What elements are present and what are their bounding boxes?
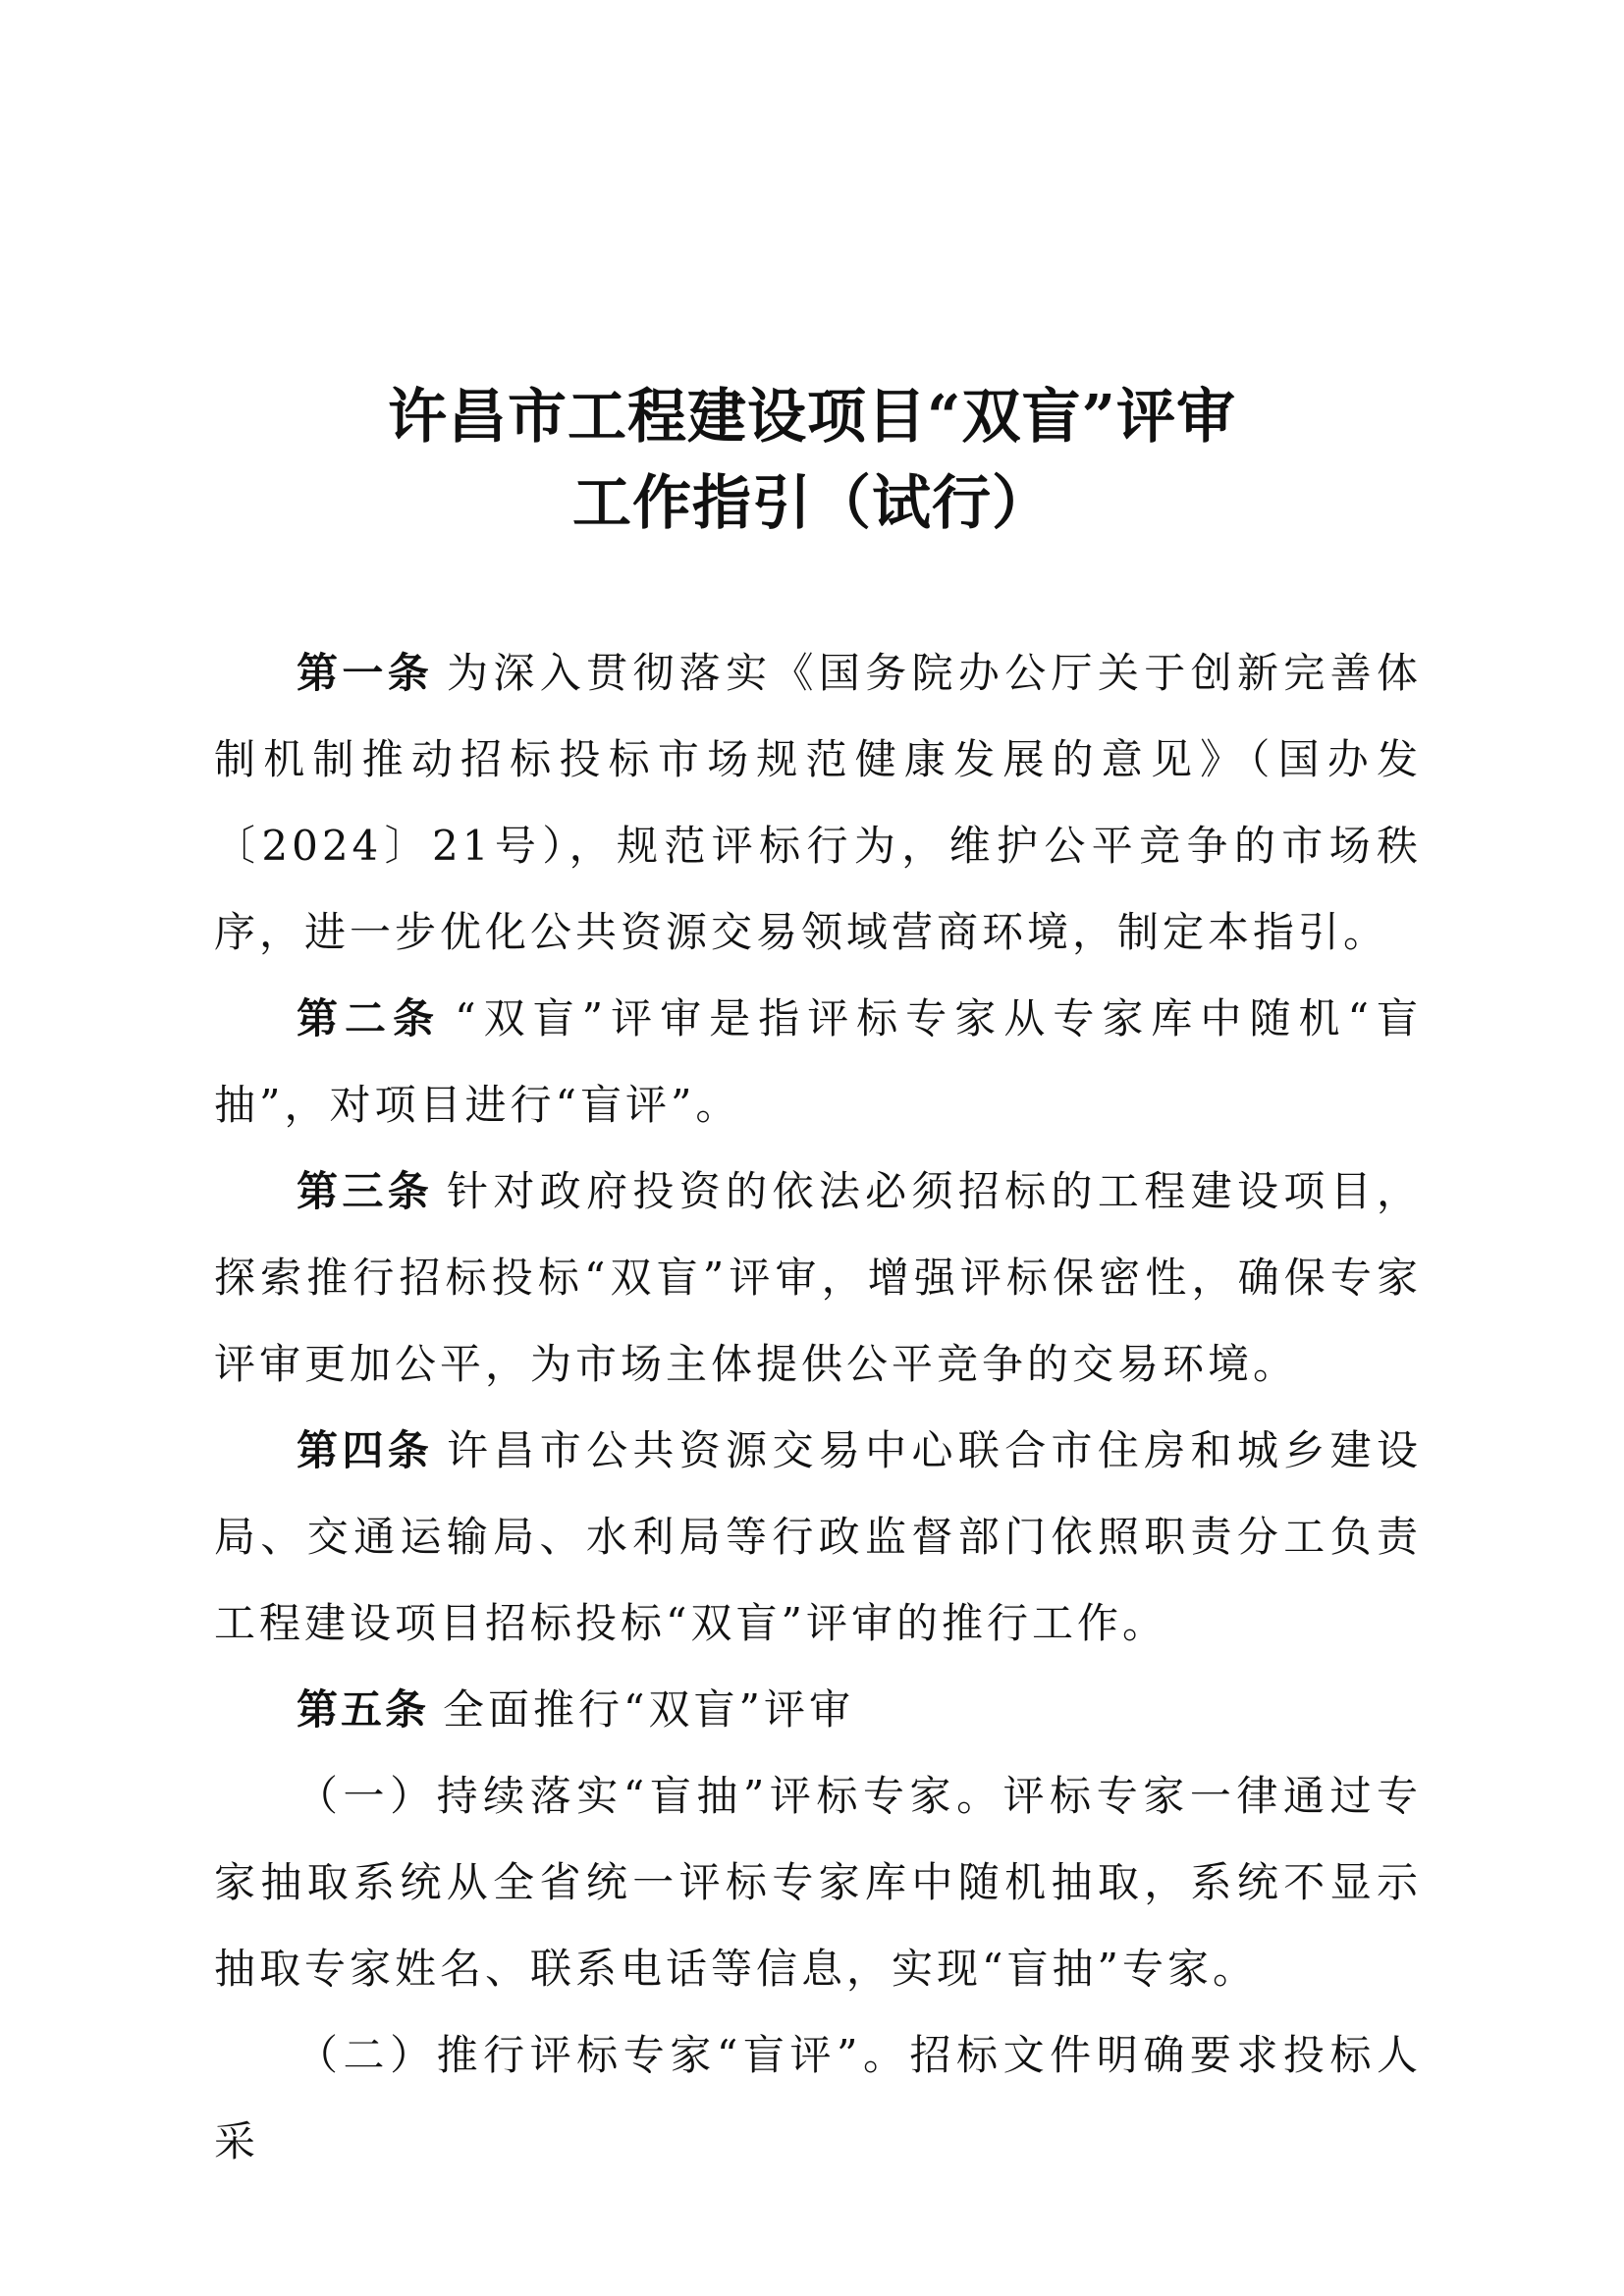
article-heading: 第一条: [297, 649, 434, 697]
item-2: （二）推行评标专家“盲评”。招标文件明确要求投标人采: [214, 2031, 1422, 2165]
article-heading: 第二条: [297, 994, 442, 1042]
article-heading: 第五条: [297, 1685, 430, 1734]
item-1: （一）持续落实“盲抽”评标专家。评标专家一律通过专家抽取系统从全省统一评标专家库中随机抽取，系统不显示抽取专家姓名、联系电话等信息，实现“盲抽”专家。: [214, 1772, 1422, 1993]
article-text: 为深入贯彻落实《国务院办公厅关于创新完善体制机制推动招标投标市场规范健康发展的意见》（国办发〔2024〕21号），规范评标行为，维护公平竞争的市场秩序，进一步优化公共资源交易领域营商环境，制定本指引。: [214, 649, 1422, 956]
article-text: 针对政府投资的依法必须招标的工程建设项目，探索推行招标投标“双盲”评审，增强评标保密性，确保专家评审更加公平，为市场主体提供公平竞争的交易环境。: [214, 1167, 1422, 1388]
document-title-line2: 工作指引（试行）: [572, 469, 1052, 538]
document-body: [214, 630, 1422, 2185]
article-4: [214, 1408, 1422, 1667]
article-5: [214, 1667, 1422, 1753]
article-2: [214, 976, 1422, 1148]
document-title-line1: 许昌市工程建设项目“双盲”评审: [387, 383, 1237, 452]
article-text: “双盲”评审是指评标专家从专家库中随机“盲抽”，对项目进行“盲评”。: [214, 994, 1422, 1129]
article-text: 许昌市公共资源交易中心联合市住房和城乡建设局、交通运输局、水利局等行政监督部门依照职责分工负责工程建设项目招标投标“双盲”评审的推行工作。: [214, 1426, 1422, 1647]
article-1: [214, 630, 1422, 976]
article-heading: 第四条: [297, 1426, 434, 1474]
article-3: [214, 1148, 1422, 1408]
article-text: 全面推行“双盲”评审: [443, 1685, 854, 1734]
article-heading: 第三条: [297, 1167, 434, 1215]
